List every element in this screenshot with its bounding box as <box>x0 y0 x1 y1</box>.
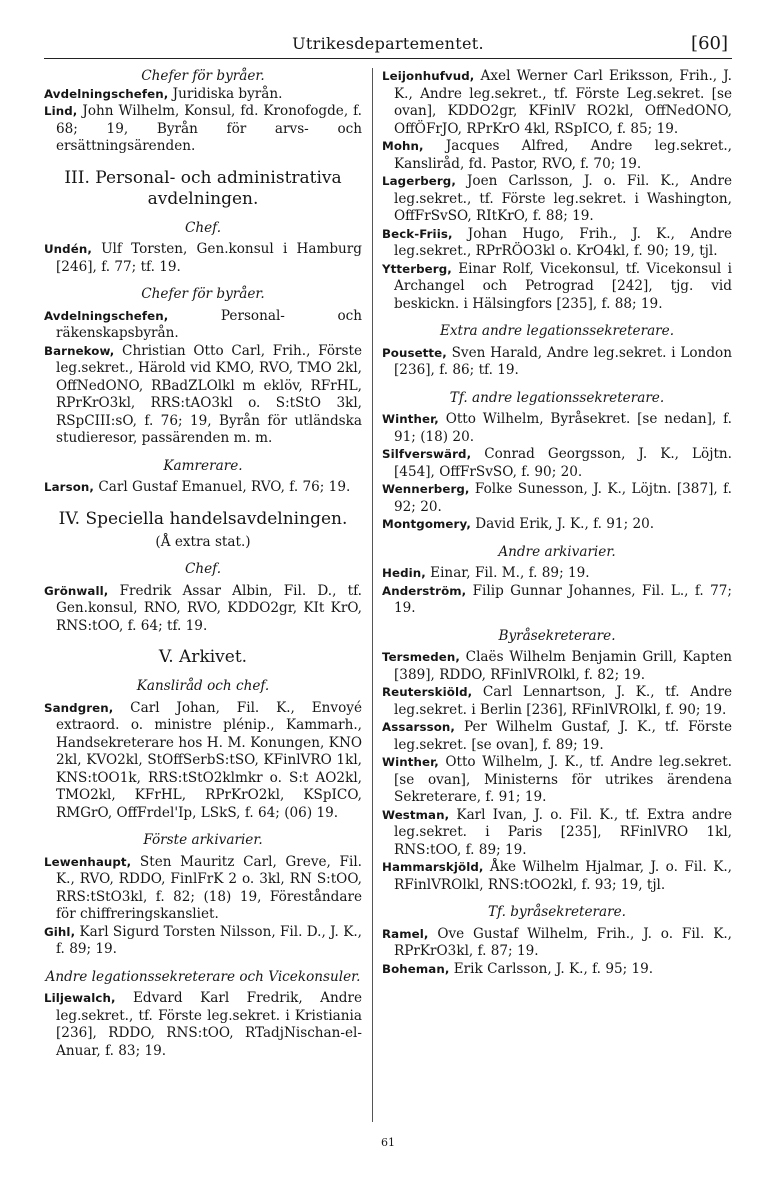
entry-details: Claës Wilhelm Benjamin Grill, Kapten [389], RDDO, RFinlVROlkl, f. 82; 19. <box>394 649 732 683</box>
entry-surname: Liljewalch, <box>44 991 116 1005</box>
directory-entry <box>382 859 732 894</box>
entry-details: Einar, Fil. M., f. 89; 19. <box>425 565 590 581</box>
entry-details: Carl Lennartson, J. K., tf. Andre leg.sekret. i Berlin [236], RFinlVROlkl, f. 90; 19. <box>394 684 732 718</box>
entry-surname: Winther, <box>382 755 439 769</box>
entry-surname: Larson, <box>44 480 95 494</box>
entry-surname: Assarsson, <box>382 720 455 734</box>
entry-details: David Erik, J. K., f. 91; 20. <box>470 516 655 532</box>
entry-details: Conrad Georgsson, J. K., Löjtn. [454], OffFrSvSO, f. 90; 20. <box>394 446 732 480</box>
entry-surname: Montgomery, <box>382 517 471 531</box>
directory-entry <box>44 583 362 636</box>
section-note: (Å extra stat.) <box>155 533 251 550</box>
entry-details: Jacques Alfred, Andre leg.sekret., Kansliråd, fd. Pastor, RVO, f. 70; 19. <box>394 138 732 172</box>
entry-details: Fredrik Assar Albin, Fil. D., tf. Gen.konsul, RNO, RVO, KDDO2gr, KIt KrO, RNS:tOO, f. 64; tf. 19. <box>56 582 362 634</box>
subheading: Tf. byråsekreterare. <box>487 904 626 920</box>
entry-surname: Ramel, <box>382 926 429 941</box>
directory-entry <box>382 961 732 979</box>
directory-entry <box>382 807 732 860</box>
directory-entry <box>382 138 732 173</box>
left-column <box>44 68 362 1060</box>
subheading: Kansliråd och chef. <box>136 678 270 694</box>
right-column <box>382 68 732 978</box>
entry-details: Otto Wilhelm, Byråsekret. [se nedan], f. 91; (18) 20. <box>394 411 732 445</box>
directory-entry <box>382 261 732 314</box>
directory-entry <box>382 173 732 226</box>
subheading: Extra andre legationssekreterare. <box>439 323 675 339</box>
directory-entry <box>382 481 732 516</box>
entry-surname: Avdelningschefen, <box>44 86 169 101</box>
entry-surname: Sandgren, <box>44 700 114 715</box>
directory-entry <box>382 583 732 618</box>
footer-page-number: 61 <box>381 1136 395 1149</box>
directory-entry <box>44 86 362 104</box>
entry-surname: Avdelningschefen, <box>44 308 169 323</box>
entry-surname: Leijonhufvud, <box>382 69 475 83</box>
entry-details: Per Wilhelm Gustaf, J. K., tf. Förste leg.sekret. [se ovan], f. 89; 19. <box>394 719 732 753</box>
entry-details: Folke Sunesson, J. K., Löjtn. [387], f. 92; 20. <box>394 481 732 515</box>
directory-entry <box>44 924 362 959</box>
entry-details: Sten Mauritz Carl, Greve, Fil. K., RVO, RDDO, FinlFrK 2 o. 3kl, RN S:tOO, RRS:tStO3kl, f. 82; (18) 19, Föreståndare för chiffreringskansliet. <box>56 853 362 922</box>
entry-details: John Wilhelm, Konsul, fd. Kronofogde, f. 68; 19, Byrån för arvs- och ersättningsärenden. <box>56 103 362 154</box>
entry-surname: Silfverswärd, <box>382 447 472 461</box>
subheading: Chef. <box>184 219 222 236</box>
entry-details: Edvard Karl Fredrik, Andre leg.sekret., tf. Förste leg.sekret. i Kristiania [236], RDDO, RNS:tOO, RTadjNischan-el-Anuar, f. 83; 19. <box>56 990 362 1059</box>
entry-surname: Westman, <box>382 807 450 822</box>
subheading: Andre legationssekreterare och Vicekonsuler. <box>45 968 361 985</box>
entry-surname: Wennerberg, <box>382 482 470 496</box>
entry-details: Carl Johan, Fil. K., Envoyé extraord. o. ministre plénip., Kammarh., Handsekreterare hos H. M. Konungen, KNO 2kl, KVO2kl, StOffSerbS:tSO, KFinlVRO 1kl, KNS:tOO1k, RRS:tStO2klmkr o. S:t AO2kl, TMO2kl, KFrHL, RPrKrO2kl, KSpICO, RMGrO, OffFrdel'Ip, LSkS, f. 64; (06) 19. <box>56 699 362 821</box>
directory-entry <box>382 446 732 481</box>
directory-entry <box>44 854 362 924</box>
directory-entry <box>44 343 362 448</box>
directory-entry <box>382 565 732 583</box>
entry-surname: Undén, <box>44 242 92 256</box>
entry-surname: Barnekow, <box>44 343 115 358</box>
entry-details: Joen Carlsson, J. o. Fil. K., Andre leg.sekret., tf. Förste leg.sekret. i Washington, OffFrSvSO, RItKrO, f. 88; 19. <box>394 173 732 224</box>
directory-entry <box>382 926 732 961</box>
entry-surname: Boheman, <box>382 961 450 976</box>
directory-entry <box>382 226 732 261</box>
directory-entry <box>382 68 732 138</box>
entry-details: Axel Werner Carl Eriksson, Frih., J. K., Andre leg.sekret., tf. Förste Leg.sekret. [se ovan], KDDO2gr, KFinlV RO2kl, OffNedONO, OffÖFrJO, RPrKrO 4kl, RSpICO, f. 85; 19. <box>394 68 732 137</box>
section-heading: III. Personal- och administrativa avdelningen. <box>64 167 342 209</box>
directory-entry <box>382 345 732 380</box>
entry-surname: Pousette, <box>382 345 447 360</box>
entry-surname: Tersmeden, <box>382 650 460 664</box>
directory-entry <box>382 516 732 534</box>
entry-surname: Winther, <box>382 412 439 426</box>
page-title: Utrikesdepartementet. <box>292 34 484 53</box>
subheading: Tf. andre legationssekreterare. <box>449 389 665 406</box>
directory-entry <box>44 308 362 343</box>
entry-details: Filip Gunnar Johannes, Fil. L., f. 77; 19. <box>394 582 732 616</box>
entry-details: Einar Rolf, Vicekonsul, tf. Vicekonsul i Archangel och Petrograd [242], tjg. vid beskickn. i Hälsingfors [235], f. 88; 19. <box>394 260 732 312</box>
directory-entry <box>382 719 732 754</box>
entry-details: Juridiska byrån. <box>168 85 283 102</box>
entry-surname: Gihl, <box>44 924 76 939</box>
entry-details: Ove Gustaf Wilhelm, Frih., J. o. Fil. K., RPrKrO3kl, f. 87; 19. <box>394 925 732 959</box>
entry-surname: Grönwall, <box>44 583 109 598</box>
subheading: Kamrerare. <box>163 457 243 474</box>
directory-entry <box>44 990 362 1060</box>
entry-surname: Anderström, <box>382 583 467 598</box>
entry-details: Personal- och räkenskapsbyrån. <box>56 307 362 341</box>
header-rule <box>44 58 732 59</box>
entry-surname: Reuterskiöld, <box>382 685 473 699</box>
entry-details: Karl Sigurd Torsten Nilsson, Fil. D., J. K., f. 89; 19. <box>56 923 362 957</box>
entry-details: Carl Gustaf Emanuel, RVO, f. 76; 19. <box>94 479 351 495</box>
subheading: Andre arkivarier. <box>498 543 616 560</box>
page-number: [60] <box>691 33 728 54</box>
entry-surname: Lewenhaupt, <box>44 854 132 869</box>
entry-details: Johan Hugo, Frih., J. K., Andre leg.sekret., RPrRÖO3kl o. KrO4kl, f. 90; 19, tjl. <box>394 225 732 259</box>
subheading: Chef. <box>184 561 222 577</box>
directory-entry <box>382 411 732 446</box>
entry-surname: Hedin, <box>382 566 426 580</box>
directory-entry <box>44 700 362 823</box>
entry-surname: Beck-Friis, <box>382 226 453 241</box>
entry-surname: Lagerberg, <box>382 174 456 188</box>
directory-entry <box>44 241 362 276</box>
entry-details: Erik Carlsson, J. K., f. 95; 19. <box>449 960 654 977</box>
column-divider <box>372 68 373 1122</box>
subheading: Chefer för byråer. <box>141 286 265 302</box>
directory-entry <box>382 754 732 807</box>
entry-details: Åke Wilhelm Hjalmar, J. o. Fil. K., RFinlVROlkl, RNS:tOO2kl, f. 93; 19, tjl. <box>394 859 732 893</box>
entry-surname: Mohn, <box>382 139 424 153</box>
page-header <box>0 34 776 60</box>
entry-surname: Hammarskjöld, <box>382 860 484 874</box>
entry-surname: Lind, <box>44 104 78 118</box>
directory-entry <box>382 684 732 719</box>
entry-details: Ulf Torsten, Gen.konsul i Hamburg [246], f. 77; tf. 19. <box>56 241 362 275</box>
entry-surname: Ytterberg, <box>382 261 452 276</box>
section-heading: V. Arkivet. <box>158 647 248 667</box>
subheading: Chefer för byråer. <box>141 68 265 84</box>
section-heading: IV. Speciella handelsavdelningen. <box>58 508 348 529</box>
entry-details: Sven Harald, Andre leg.sekret. i London [236], f. 86; tf. 19. <box>394 344 732 378</box>
directory-entry <box>44 103 362 156</box>
entry-details: Christian Otto Carl, Frih., Förste leg.sekret., Härold vid KMO, RVO, TMO 2kl, OffNedONO, RBadZLOlkl m eklöv, RFrHL, RPrKrO3kl, RRS:tAO3kl o. S:tStO 3kl, RSpCIII:sO, f. 76; 19, Byrån för utländska studieresor, passärenden m. m. <box>56 342 362 446</box>
subheading: Förste arkivarier. <box>143 832 263 848</box>
entry-details: Otto Wilhelm, J. K., tf. Andre leg.sekret. [se ovan], Ministerns för utrikes ärendena Sekreterare, f. 91; 19. <box>394 754 732 805</box>
entry-details: Karl Ivan, J. o. Fil. K., tf. Extra andre leg.sekret. i Paris [235], RFinlVRO 1kl, RNS:tOO, f. 89; 19. <box>394 806 732 858</box>
subheading: Byråsekreterare. <box>498 627 616 644</box>
directory-entry <box>44 479 362 497</box>
directory-entry <box>382 649 732 684</box>
